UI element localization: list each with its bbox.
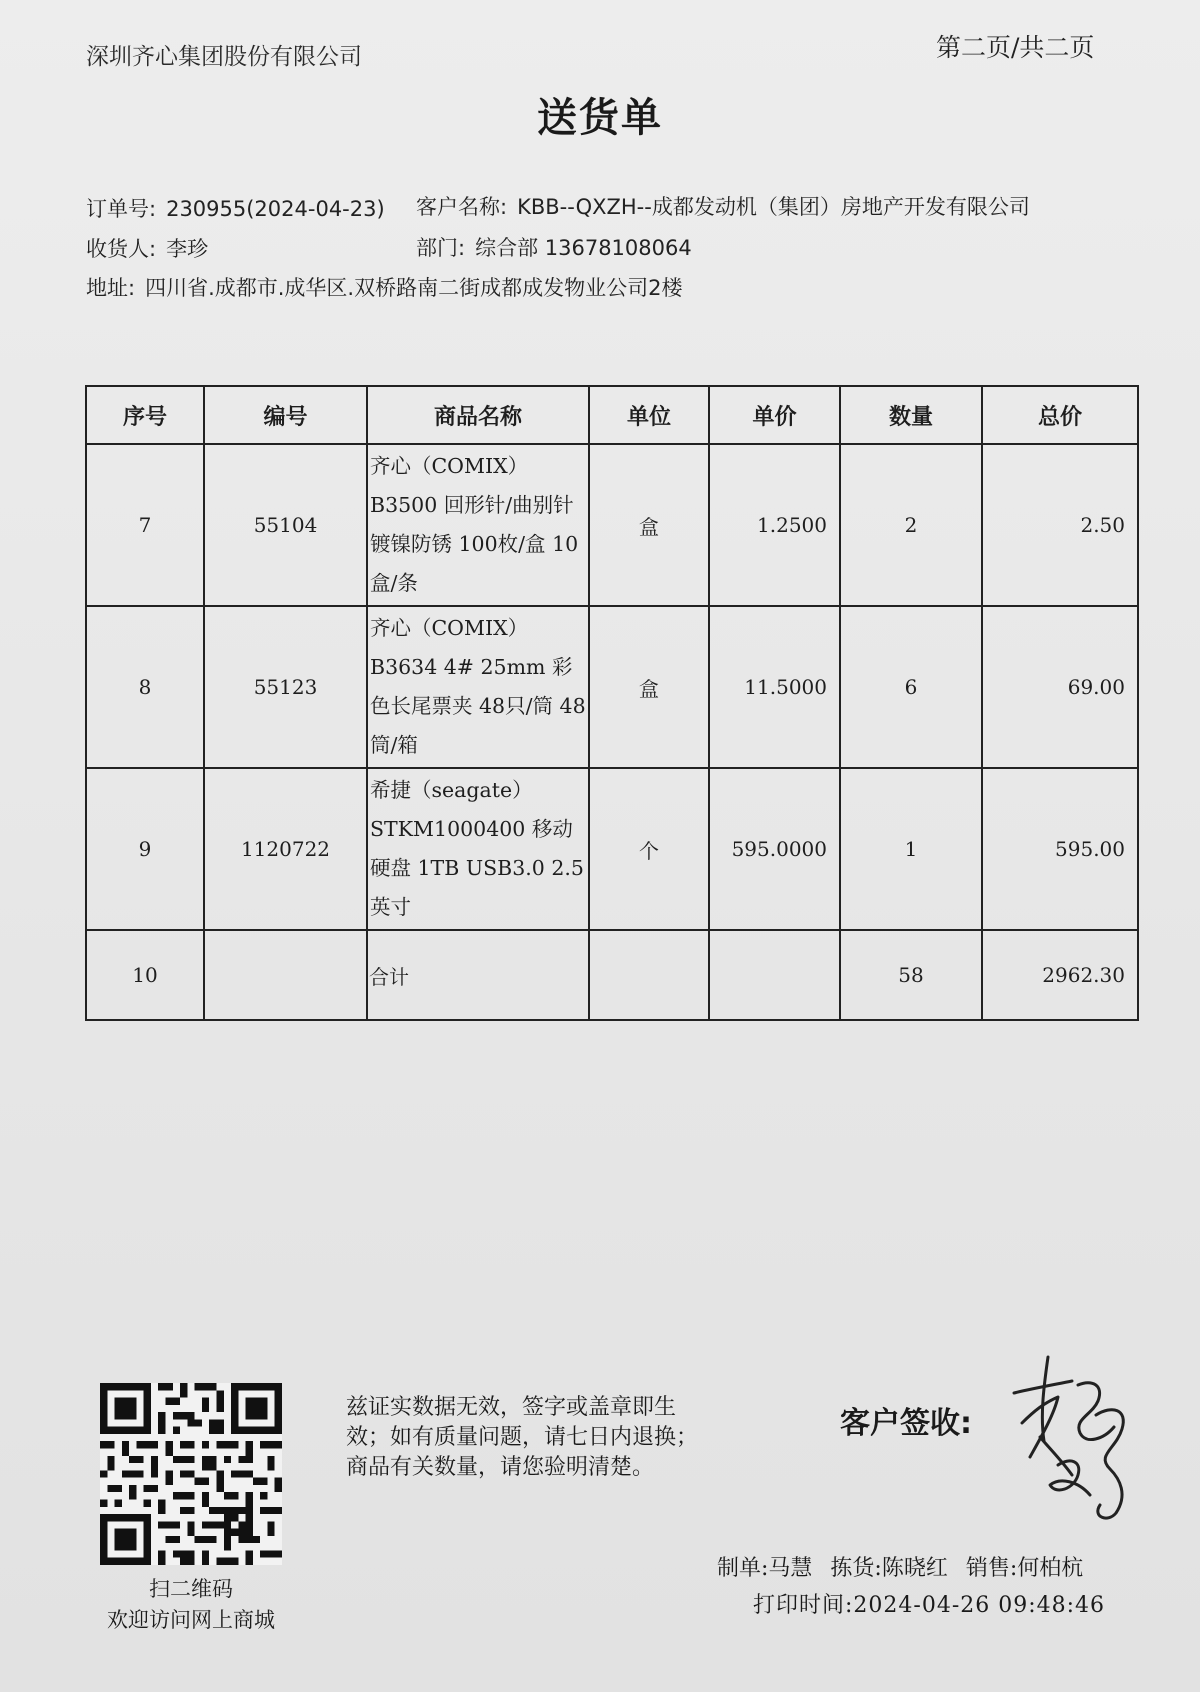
header-seq: 序号 [86,386,204,444]
notice-text [346,1393,766,1483]
cell-unit-price: 595.0000 [709,768,840,930]
total-label: 合计 [367,930,589,1020]
total-seq: 10 [86,930,204,1020]
notice-line-3: 商品有关数量，请您验明清楚。 [346,1455,655,1480]
cell-total-price: 595.00 [982,768,1138,930]
cell-seq: 7 [86,444,204,606]
customer-value: KBB--QXZH--成都发动机（集团）房地产开发有限公司 [517,195,1030,219]
order-number-label: 订单号: [86,197,157,221]
cell-code: 55104 [204,444,367,606]
customer-label: 客户名称: [416,195,508,219]
print-time: 打印时间:2024-04-26 09:48:46 [753,1593,1106,1618]
total-quantity: 58 [840,930,982,1020]
cell-unit: 个 [589,768,709,930]
order-number-value: 230955(2024-04-23) [166,197,385,221]
customer-field [416,191,1030,221]
header-total-price: 总价 [982,386,1138,444]
cell-unit-price: 1.2500 [709,444,840,606]
cell-total-price: 2.50 [982,444,1138,606]
table-row [86,768,1138,930]
department-value: 综合部 13678108064 [475,236,692,260]
address-label: 地址: [86,276,136,300]
header-unit: 单位 [589,386,709,444]
header-code: 编号 [204,386,367,444]
order-number-field [86,193,385,223]
cell-quantity: 6 [840,606,982,768]
salesperson: 销售:何柏杭 [965,1556,1084,1581]
header-quantity: 数量 [840,386,982,444]
notice-line-2: 效；如有质量问题，请七日内退换； [346,1425,699,1450]
items-table [85,385,1139,1021]
notice-line-1: 兹证实数据无效，签字或盖章即生 [346,1395,677,1420]
cell-product-name: 齐心（COMIX）B3500 回形针/曲别针镀镍防锈 100枚/盒 10盒/条 [367,444,589,606]
receiver-field [86,233,208,263]
total-code [204,930,367,1020]
cell-quantity: 1 [840,768,982,930]
total-row [86,930,1138,1020]
maker: 制单:马慧 [717,1556,813,1581]
page-indicator: 第二页/共二页 [936,33,1095,62]
document-title: 送货单 [537,95,663,141]
table-row [86,606,1138,768]
total-unit-price [709,930,840,1020]
company-name: 深圳齐心集团股份有限公司 [86,44,362,70]
cell-seq: 9 [86,768,204,930]
cell-unit: 盒 [589,444,709,606]
receiver-label: 收货人: [86,237,157,261]
customer-sign-label: 客户签收: [840,1406,972,1441]
cell-unit: 盒 [589,606,709,768]
table-row [86,444,1138,606]
qr-caption-scan: 扫二维码 [149,1577,233,1601]
address-value: 四川省.成都市.成华区.双桥路南二街成都成发物业公司2楼 [145,276,683,300]
handwritten-signature [1000,1345,1150,1545]
cell-seq: 8 [86,606,204,768]
total-unit [589,930,709,1020]
receiver-value: 李珍 [166,237,209,261]
cell-quantity: 2 [840,444,982,606]
picker: 拣货:陈晓红 [830,1556,948,1581]
qr-code-icon[interactable] [100,1383,282,1565]
cell-unit-price: 11.5000 [709,606,840,768]
header-product-name: 商品名称 [367,386,589,444]
cell-total-price: 69.00 [982,606,1138,768]
staff-line [717,1551,1083,1582]
cell-code: 55123 [204,606,367,768]
address-field [86,272,682,302]
department-field [416,232,692,262]
cell-product-name: 齐心（COMIX）B3634 4# 25mm 彩色长尾票夹 48只/筒 48筒/箱 [367,606,589,768]
header-unit-price: 单价 [709,386,840,444]
total-amount: 2962.30 [982,930,1138,1020]
cell-product-name: 希捷（seagate）STKM1000400 移动硬盘 1TB USB3.0 2.5英寸 [367,768,589,930]
cell-code: 1120722 [204,768,367,930]
table-header-row [86,386,1138,444]
department-label: 部门: [416,236,466,260]
qr-caption-visit: 欢迎访问网上商城 [107,1608,275,1632]
